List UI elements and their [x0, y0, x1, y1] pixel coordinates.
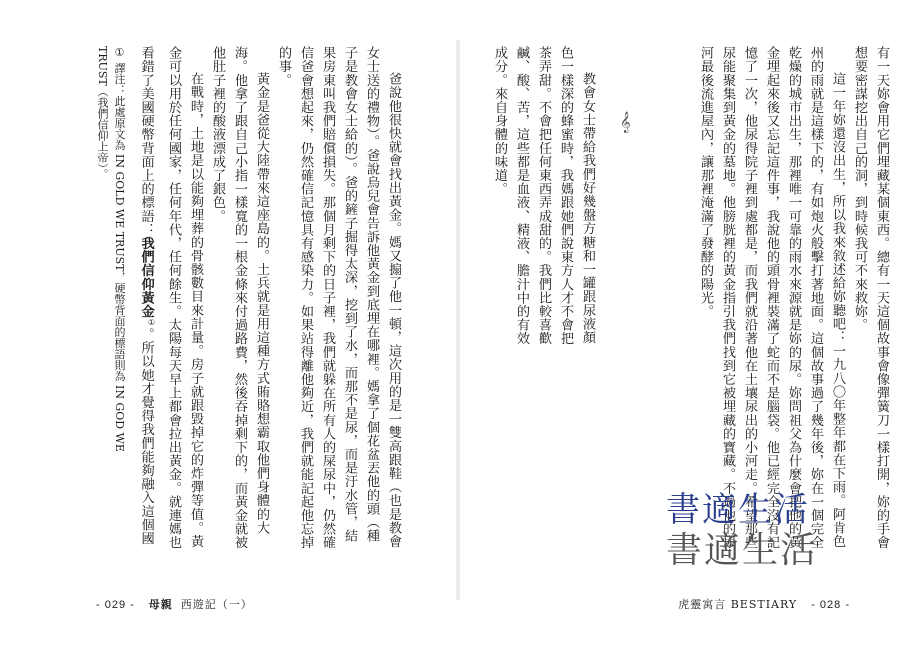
left-paragraph-3-tail: 。所以她才覺得我們能夠融入這個國 [138, 327, 154, 546]
right-paragraph-2: 這一年妳還沒出生，所以我來敘述給妳聽吧：一九八〇年整年都在下雨。阿肯色州的雨就是這樣下的，有如炮火般擊打著地面。這個故事過了幾年後，妳在一個完全乾燥的城市出生，那裡唯一可靠的雨水來源就是妳的尿。妳問祖父為什麼會把他的黃金埋起來後又忘記這件事，我說他的頭骨裡裝滿了蛇而不是腦袋。他已經完全沒有記憶了一次，他尿得院子裡到處都是，而我們就沿著他在土壤尿出的小河走。希望那些尿能聚集到黃金的墓地。他膀胱裡的黃金指引我們找到它被埋藏的寶藏。不過他的尿河最後流進屋內，讓那裡淹滿了發酵的陽光。 [698, 46, 845, 550]
left-paragraph-3 [134, 46, 206, 556]
running-title: 母親 [148, 598, 173, 611]
treble-clef-icon: 𝄞 [620, 112, 631, 133]
bold-phrase: 我們信仰黃金 [138, 236, 154, 319]
left-paragraph-2: 黃金是爸從大陸帶來這座島的。土兵就是用這種方式賄賂想霸取他們身體的大海。他拿了跟自己小指一樣寬的一根金條來付過路費，然後吞掉剩下的，而黃金就被他肚子裡的酸液漂成了銀色。 [210, 46, 269, 550]
book-title: 虎靈寓言 BESTIARY [678, 598, 798, 611]
right-page-number: - 028 - [811, 599, 850, 611]
right-page-body [592, 46, 892, 556]
right-page-body-lower [478, 46, 598, 346]
footnote-marker: ① [147, 318, 156, 328]
right-paragraph-1: 有一天妳會用它們埋藏某個東西。總有一天這個故事會像彈簧刀一樣打開，妳的手會想要密謀挖出自己的洞，到時候我可不來救妳。 [852, 46, 889, 550]
running-section: 西遊記（一） [180, 599, 253, 611]
watermark-line-2: 書適生活 [666, 530, 819, 571]
left-page-body [134, 46, 404, 556]
left-paragraph-3-text: 在戰時，土地是以能夠埋葬的骨骸數目來計量。房子就跟毀掉它的炸彈等值。黃金可以用於任何國家，任何年代，任何餘生。太陽每天早上都會拉出黃金。就連媽也看錯了美國硬幣背面上的標語： [138, 46, 203, 550]
right-footer [678, 596, 850, 612]
left-paragraph-1: 爸說他很快就會找出黃金。媽又搧了他一頓，這次用的是一雙高跟鞋（也是教會女士送的禮物）。爸說烏兒會告訴他黃金到底埋在哪裡。媽拿了個花盆丟他的頭（種子是教會女士給的）。爸的鏟子掘得太深，挖到了水，而那不是尿，而是汙水管，結果房東叫我們賠償損失。那個月剩下的日子裡，我們就躲在所有人的屎尿中，仍然確信爸會想起來，仍然確信記憶具有感染力。如果站得離他夠近，我們就能記起他忘掉的事。 [276, 46, 401, 550]
footnote: ① 譯注：此處原文為 IN GOLD WE TRUST，硬幣背面的標語則為 IN GOD WE TRUST（我們信仰上帝）。 [96, 46, 126, 452]
left-page-number: - 029 - [96, 599, 135, 611]
left-footer [96, 596, 253, 612]
watermark-line-1: 書適生活 [666, 490, 810, 530]
right-paragraph-3: 教會女士帶給我們好幾盤方糖和一罐跟尿液顏色一樣深的蜂蜜時，我媽跟她們說東方人才不會把茶弄甜。不會把任何東西弄成甜的。我們比較喜歡鹹、酸、苦，這些都是血液、精液、膽汁中的有效成分。來自身體的味道。 [492, 46, 595, 346]
